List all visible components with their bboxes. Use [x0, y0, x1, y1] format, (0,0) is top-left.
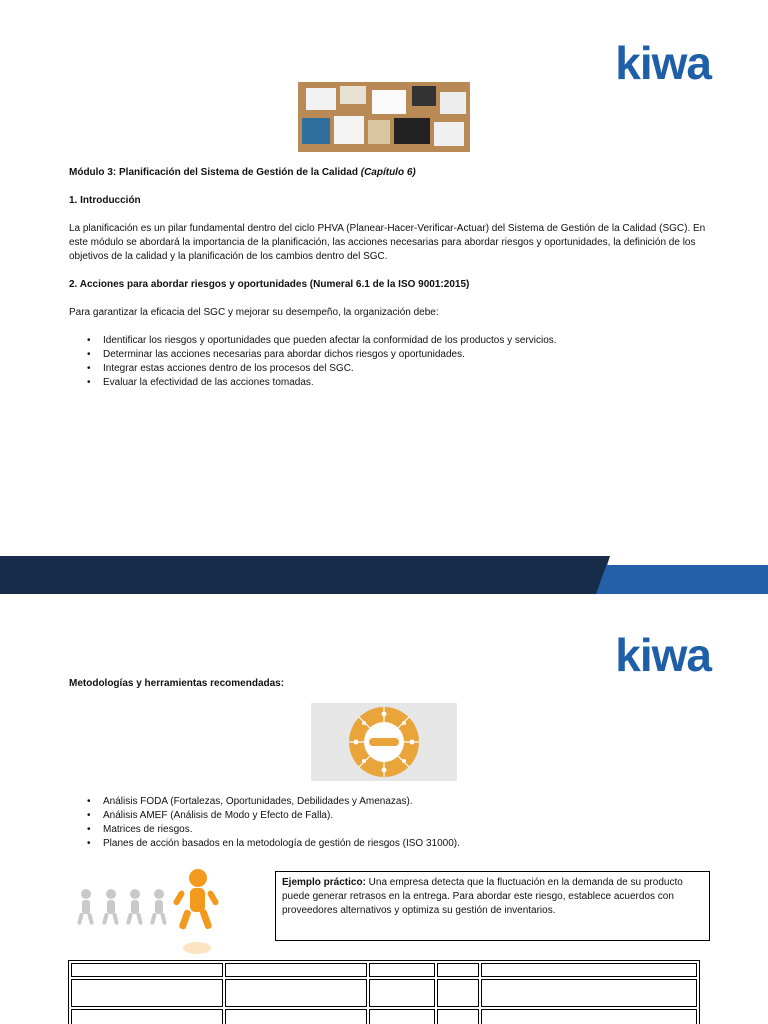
- table-row: [71, 1009, 697, 1024]
- table-cell: [481, 979, 697, 1007]
- list-item: • Análisis FODA (Fortalezas, Oportunidades, Debilidades y Amenazas).: [69, 795, 709, 809]
- list-item: • Determinar las acciones necesarias para abordar dichos riesgos y oportunidades.: [69, 348, 709, 362]
- methods-list: [69, 795, 709, 851]
- list-item: • Integrar estas acciones dentro de los procesos del SGC.: [69, 362, 709, 376]
- table-cell: [481, 1009, 697, 1024]
- module-chapter: (Capítulo 6): [360, 167, 416, 178]
- table-row: [71, 963, 697, 977]
- kiwa-logo: kiwa: [615, 37, 711, 89]
- table-cell: [369, 1009, 435, 1024]
- section-1-heading: 1. Introducción: [69, 195, 141, 206]
- table-cell: [71, 1009, 223, 1024]
- table-cell: [225, 979, 367, 1007]
- walking-figures-svg: [70, 864, 220, 960]
- table-cell: [71, 963, 223, 977]
- list-item: • Planes de acción basados en la metodología de gestión de riesgos (ISO 31000).: [69, 837, 709, 851]
- section-2-intro: Para garantizar la eficacia del SGC y mejorar su desempeño, la organización debe:: [69, 307, 439, 318]
- table-cell: [437, 963, 479, 977]
- example-text: Una empresa detecta que la fluctuación en la demanda de su producto puede generar retrasos en la entrega. Para abordar este riesgo, establece acuerdos con proveedores alternativos y optimiza su gestión de inventarios.: [282, 877, 683, 916]
- page-footer-band: [0, 556, 768, 594]
- table-row: [71, 979, 697, 1007]
- table-cell: [437, 1009, 479, 1024]
- table-cell: [437, 979, 479, 1007]
- module-title: Módulo 3: Planificación del Sistema de Gestión de la Calidad: [69, 167, 358, 178]
- process-cycle-diagram: [311, 703, 457, 781]
- table-cell: [369, 963, 435, 977]
- empty-table: [68, 960, 700, 1024]
- walking-figures-illustration: [70, 864, 220, 960]
- table-cell: [71, 979, 223, 1007]
- document-page-2: [0, 594, 768, 1024]
- table-cell: [481, 963, 697, 977]
- list-item: • Matrices de riesgos.: [69, 823, 709, 837]
- section-2-list: [69, 334, 709, 390]
- list-item: • Evaluar la efectividad de las acciones tomadas.: [69, 376, 709, 390]
- table-cell: [225, 963, 367, 977]
- table-cell: [369, 979, 435, 1007]
- table-cell: [225, 1009, 367, 1024]
- section-2-heading: 2. Acciones para abordar riesgos y oportunidades (Numeral 6.1 de la ISO 9001:2015): [69, 279, 470, 290]
- cycle-diagram-svg: [311, 703, 457, 781]
- methods-heading: Metodologías y herramientas recomendadas:: [69, 678, 285, 689]
- practical-example-box: [275, 871, 710, 941]
- footer-blue-bar: [596, 565, 768, 594]
- footer-navy-bar: [0, 556, 610, 594]
- section-1-body: La planificación es un pilar fundamental dentro del ciclo PHVA (Planear-Hacer-Verificar-Actuar) del Sistema de Gestión de la Calidad (SGC). En este módulo se abordará la importancia de la planificación, las acciones necesarias para abordar riesgos y oportunidades, la definición de los objetivos de la calidad y la planificación de los cambios dentro del SGC.: [69, 223, 706, 262]
- module-title-line: [69, 166, 709, 180]
- kiwa-logo: kiwa: [615, 629, 711, 681]
- list-item: • Identificar los riesgos y oportunidades que pueden afectar la conformidad de los productos y servicios.: [69, 334, 709, 348]
- list-item: • Análisis AMEF (Análisis de Modo y Efecto de Falla).: [69, 809, 709, 823]
- example-label: Ejemplo práctico:: [282, 877, 366, 888]
- office-desk-photo: [298, 82, 470, 152]
